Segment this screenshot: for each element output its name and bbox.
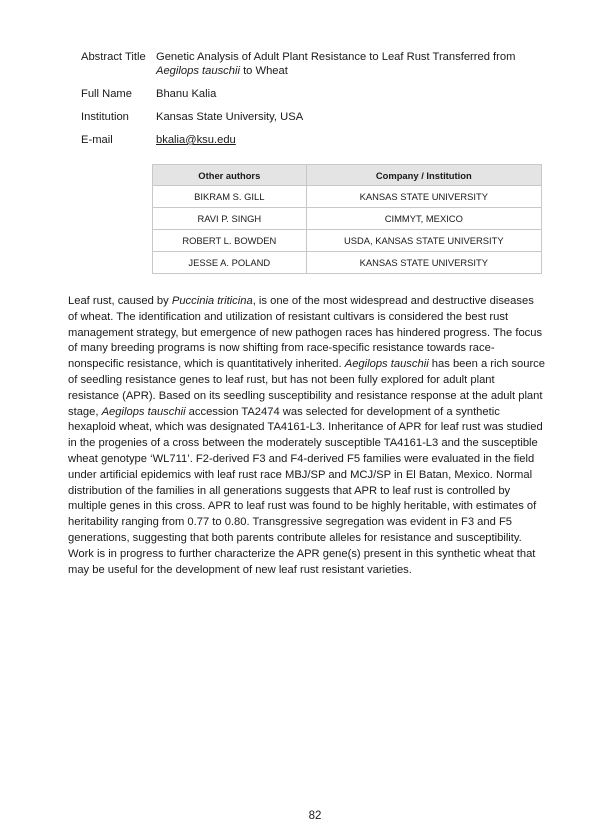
author-name: JESSE A. POLAND <box>153 252 307 274</box>
author-institution: USDA, KANSAS STATE UNIVERSITY <box>306 230 541 252</box>
other-authors-table <box>152 164 542 274</box>
full-name-label: Full Name <box>81 88 132 100</box>
title-text-2: to Wheat <box>239 65 288 77</box>
title-text-1: Genetic Analysis of Adult Plant Resistance to Leaf Rust Transferred from <box>156 51 516 63</box>
institution-label: Institution <box>81 111 129 123</box>
full-name-value: Bhanu Kalia <box>156 88 217 100</box>
column-header-other-authors: Other authors <box>153 165 307 186</box>
abstract-text: accession TA2474 was selected for development of a synthetic hexaploid wheat, which was designated TA4161-L3. Inheritance of APR for leaf rust was studied in the progenies of a cross between the moderately susceptible TA4161-L3 and the susceptible wheat genotype ‘WL711’. F2-derived F3 and F4-derived F5 families were evaluated in the field under artificial epidemics with leaf rust race MBJ/SP and MCJ/SP in El Batan, Mexico. Normal distribution of the families in all generations suggests that APR to leaf rust is controlled by multiple genes in this cross. APR to leaf rust was found to be highly heritable, with estimates of heritability ranging from 0.77 to 0.80. Transgressive segregation was evident in F3 and F5 generations, suggesting that both parents contribute alleles for resistance and susceptibility. Work is in progress to further characterize the APR gene(s) present in this synthetic wheat that may be useful for the development of new leaf rust resistant varieties. <box>68 405 543 576</box>
abstract-metadata <box>81 50 551 156</box>
institution-value: Kansas State University, USA <box>156 111 304 123</box>
author-name: BIKRAM S. GILL <box>153 186 307 208</box>
title-species-italic: Aegilops tauschii <box>156 65 240 77</box>
species-italic: Puccinia triticina <box>171 295 253 307</box>
author-institution: KANSAS STATE UNIVERSITY <box>306 186 541 208</box>
species-italic: Aegilops tauschii <box>101 405 186 418</box>
abstract-body <box>68 294 546 578</box>
table-header-row <box>153 165 542 186</box>
full-name-row <box>81 87 551 101</box>
abstract-title-row <box>81 50 551 78</box>
author-institution: CIMMYT, MEXICO <box>306 208 541 230</box>
table-row <box>153 208 542 230</box>
email-label: E-mail <box>81 134 113 146</box>
abstract-title-label: Abstract Title <box>81 51 146 63</box>
abstract-text: , is one of the most widespread and destructive diseases of wheat. The identification and utilization of resistant cultivars is considered the best rust management strategy, but emergence of new pathogen races has hindered progress. The focus of many breeding programs is now shifting from race-specific resistance towards race-nonspecific resistance, which is quantitatively inherited. <box>68 295 543 371</box>
abstract-text: has been a rich source of seedling resistance genes to leaf rust, but has not been fully explored for adult plant resistance (APR). Based on its seedling susceptibility and resistance response at the adult plant stage, <box>68 358 545 418</box>
author-name: ROBERT L. BOWDEN <box>153 230 307 252</box>
author-name: RAVI P. SINGH <box>153 208 307 230</box>
abstract-title-value <box>156 50 551 78</box>
institution-row <box>81 110 551 124</box>
column-header-institution: Company / Institution <box>306 165 541 186</box>
email-link[interactable]: bkalia@ksu.edu <box>156 134 236 146</box>
table-row <box>153 252 542 274</box>
table-row <box>153 230 542 252</box>
abstract-text: Leaf rust, caused by <box>68 295 172 307</box>
page-number: 82 <box>308 810 322 822</box>
author-institution: KANSAS STATE UNIVERSITY <box>306 252 541 274</box>
table-row <box>153 186 542 208</box>
email-row <box>81 133 551 147</box>
species-italic: Aegilops tauschii <box>344 358 429 371</box>
